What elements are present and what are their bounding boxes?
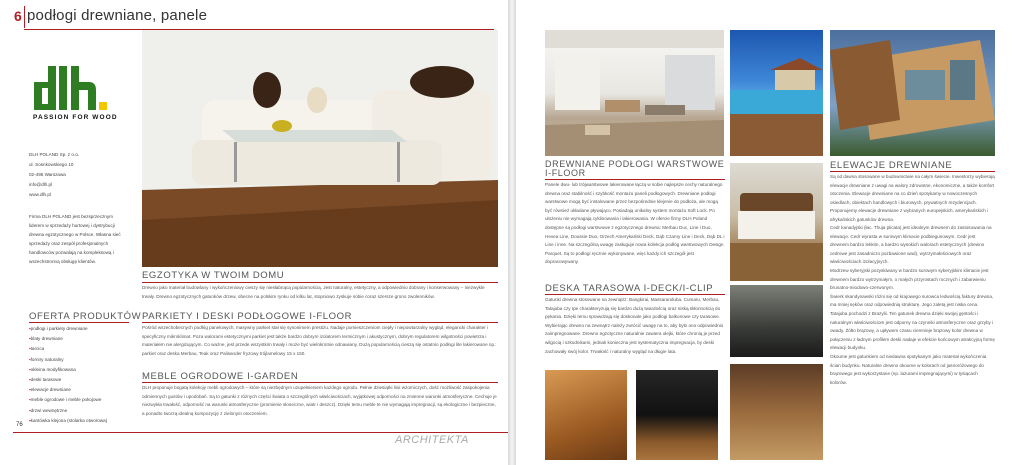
bedroom-photo bbox=[730, 163, 823, 281]
hallway-photo bbox=[545, 370, 627, 460]
list-item: ▪ drzwi wewnętrzne bbox=[29, 406, 107, 416]
section-body: Panele dwu- lub trójwarstwowe lakierowane łączą w sobie najlepsze cechy naturalnego drewna oraz stabilność i szybkość montażu paneli podłogowych. Drewniane podłogi warstwowe mogą być instalowane przez bezpośrednie klejenie do podłoża, ale mogą być również układane pływająco. Posiadają unikalny system montażu Soft Lock. Po ułożeniu nie wymagają cyklinowania i lakierowania. W ofercie firmy DLH Poland dostępne są podłogi warstwowe z egzotycznego drewna: Merbau Duc, Line i Duo, Hevea Line, Doussie Duo, Orzech Amerykański Deck, Dąb Czarny Line i Deck, Dąb DL i Line i inne. Na szczególną uwagę zasługuje nowa kolekcja podłóg warstwowych Design Parquet. Są to podłogi ręcznie wykonywane, więc każdy ich szczegół jest dopracowywany. bbox=[545, 182, 725, 265]
header-accent-line bbox=[24, 6, 25, 28]
section-rule bbox=[142, 322, 498, 323]
website-link[interactable]: www.dlh.pl bbox=[29, 192, 51, 197]
brand-mark: ARCHITEKTA bbox=[395, 434, 469, 446]
email-link[interactable]: info@dlh.pl bbox=[29, 182, 53, 187]
list-item: ▪ kantówka klejona (stolarka otworowa) bbox=[29, 416, 107, 426]
offer-list bbox=[29, 324, 107, 426]
list-item: ▪ deski tarasowe bbox=[29, 375, 107, 385]
address-line: ul. Sosnkowskiego 10 bbox=[29, 162, 74, 167]
company-address bbox=[29, 150, 79, 200]
left-page bbox=[0, 0, 508, 465]
offer-rule bbox=[29, 322, 129, 323]
section-body: Są od dawna stosowane w budownictwie na całym świecie. Inwestorzy wybierają elewacje drewniane z uwagi na walory zdrowotne, ekonomiczne, a także komfort otoczenia. Elewacje drewniane na co dzień spotykamy w nowoczesnych osiedlach, obiektach handlowych i biurowych, prywatnych rezydencjach. Proponujemy elewacje drewniane z wybranych europejskich, amerykańskich i afrykańskich gatunków drewna. bbox=[830, 174, 995, 222]
address-line: DLH POLAND Sp. z o.o. bbox=[29, 152, 80, 157]
page-number: 6 bbox=[14, 8, 22, 24]
bed-illustration bbox=[730, 163, 823, 281]
page-title: podłogi drewniane, panele bbox=[27, 7, 208, 24]
bullet-item: Okoume jest gatunkiem od niedawna spotykanym jako materiał wykończenia ścian budynku. Naturalne drewno okoume w kolorach od jasnoróżowego do brązowego jest wykorzystane (np. lazurami impregnującymi) w tysiącach kolorów. bbox=[830, 353, 987, 385]
sofa-illustration bbox=[142, 30, 498, 267]
elewacje-bullets bbox=[830, 224, 995, 387]
list-item: ▪ okleina modyfikowana bbox=[29, 365, 107, 375]
kitchen-counter-photo bbox=[636, 370, 718, 460]
bathroom-photo bbox=[730, 285, 823, 357]
folio-number: 76 bbox=[16, 422, 23, 428]
section-rule bbox=[545, 294, 725, 295]
bullet-item: Modrzew syberyjski pozyskiwany w bardzo surowym syberyjskim klimacie jest drewnem bardzo wytrzymałym, o małych przyrostach rocznych i zabarwieniu brunatno-miodowo-czerwonym. bbox=[830, 267, 989, 291]
list-item: ▪ podłogi i parkiety drewniane bbox=[29, 324, 107, 334]
section-heading: EGZOTYKA W TWOIM DOMU bbox=[142, 270, 285, 281]
wood-facade-photo bbox=[830, 30, 995, 156]
address-line: 02-495 Warszawa bbox=[29, 172, 66, 177]
section-heading: DREWNIANE PODŁOGI WARSTWOWE I-FLOOR bbox=[545, 159, 725, 178]
section-rule bbox=[545, 179, 725, 180]
list-item: ▪ forniry naturalny bbox=[29, 355, 107, 365]
section-rule bbox=[142, 282, 498, 283]
section-heading: DESKA TARASOWA I-DECK/I-CLIP bbox=[545, 283, 714, 294]
pool-terrace-photo bbox=[730, 30, 823, 156]
offer-heading: OFERTA PRODUKTÓW bbox=[29, 311, 142, 322]
section-body: Pośród wszechobecnych podłóg panelowych, masywny parkiet stał się synonimem prestiżu. Nadaje pomieszczeniom ciepły i niepowtarzalny wygląd, elegancki charakter i specyficzny mikroklimat. Poza walorami estetycznymi parkiet jest także bardzo dobrym izolatorem termicznym i akustycznym, dobrym regulatorem wilgotności powietrza i materiałem nie alergizującym. Co ważne, jest przede wszystkim trwały i może być wielokrotnie odnawiany. Dużą popularnością cieszą się ostatnio podłogi lite lakierowane np.: parkiet oraz deska Merbau, Teak oraz Palisander fryzowy trójlamelowy 15 x 150. bbox=[142, 325, 497, 356]
list-item: ▪ tarcica bbox=[29, 344, 107, 354]
section-rule bbox=[142, 382, 498, 383]
logo-tagline: PASSION FOR WOOD bbox=[33, 114, 118, 121]
right-page bbox=[516, 0, 1024, 465]
section-rule bbox=[830, 171, 995, 172]
wood-interior-photo bbox=[730, 364, 823, 460]
bullet-item: Cedr kanadyjski (łac. Thuja plicata) jest idealnym drewnem do zastosowania na elewacje. Cedr wyrasta w surowym klimacie podbiegunowym. Cedr jest drewnem bardzo lekkim, a bardzo wysokich walorach estetycznych (drewno cedrowe jest zasadniczo pozbawione wad), wytrzymałościowych oraz właściwościach izolacyjnych. bbox=[830, 225, 992, 265]
facade-illustration bbox=[830, 30, 995, 156]
footer-rule bbox=[13, 432, 508, 433]
bullet-item: Tatajuba pochodzi z Brazylii. Ten gatunek drewna dzięki swojej gęstości i naturalnym właściwościom jest odporny na czynniki atmosferyczne oraz grzyby i owady. Żółto brązowy, a upływem czasu ciemnieje brązowy kolor drewna w połączeniu z ładnym profilem deski nadaje w efekcie końcowym atrakcyjną formę elewacji budynku. bbox=[830, 310, 995, 351]
section-heading: MEBLE OGRODOWE I-GARDEN bbox=[142, 371, 299, 382]
section-body: Drewno jako materiał budowlany i wykończeniowy cieszy się niesłabnącą popularnością. Jest naturalny, estetyczny, a odpowiednio dobrany i konserwowany – niezwykle trwały. Drewno egzotycznych gatunków drzew, obecne na polskim rynku od kilku lat, stopniowo zyskuje sobie coraz szersze grono zwolenników. bbox=[142, 285, 485, 299]
office-interior-photo bbox=[545, 30, 724, 156]
section-body: DLH proponuje bogatą kolekcję mebli ogrodowych – które są niezbędnym uzupełnieniem każdego ogrodu. Pełnie dziesiątki linii wzorniczych, dość możliwość zaspokojenia odmiennych gustów i upodobań. Są to gatunki z różnych części świata o szczególnych właściwościach, wyjątkowej odporności na zmienne warunki atmosferyczne. Cechuje je niezwykła trwałość, odporność na warunki atmosferyczne (promienie słoneczne, wiatr i deszcz). Dzięki temu meble te nie wymagają impregnacji, są ekologiczne i bezpieczne, a ponadto tworzą idealną kompozycję z zielonym otoczeniem. bbox=[142, 385, 497, 416]
list-item: ▪ meble ogrodowe i meble pokojowe bbox=[29, 395, 107, 405]
dlh-logo bbox=[32, 64, 122, 112]
list-item: ▪ blaty drewniane bbox=[29, 334, 107, 344]
section-body: Gatunki drewna stosowane na zewnątrz: Bangkirai, Massaranduba, Cumaru, Merbau, Tatajuba czy Ipe charakteryzują się bardzo dużą twardością oraz niską skłonnością do pękania. Dzięki temu sprawdzają się doskonale jako podłogi balkonowe czy tarasowe. Wybierając drewno na zewnątrz należy zwrócić uwagę na to, aby było ono odpowiednio zaimpregnowane. Drewno egzotyczne naturalnie zawiera olejki, które chronią je przed wilgocią i szkodnikami, jednak konieczna jest systematyczna impregnacja, by deski zachowały swój kolor. Trwałość i naturalny wygląd na długie lata. bbox=[545, 297, 724, 354]
company-intro: Firma DLH POLAND jest bezsprzecznym liderem w sprzedaży hurtowej i dystrybucji drewna egzotycznego w Polsce. Własna sieć sprzedaży oraz zespół profesjonalnych handlowców pozwalają na kompleksową i wszechstronną obsługę klientów. bbox=[29, 214, 121, 264]
section-heading: PARKIETY I DESKI PODŁOGOWE I-FLOOR bbox=[142, 311, 353, 322]
living-room-photo bbox=[142, 30, 498, 267]
spine-gutter bbox=[508, 0, 516, 465]
section-heading: ELEWACJE DREWNIANE bbox=[830, 160, 953, 171]
pool-illustration bbox=[730, 30, 823, 156]
list-item: ▪ elewacje drewniane bbox=[29, 385, 107, 395]
office-illustration bbox=[545, 30, 724, 156]
bullet-item: Świerk skandynawski różni się od krajowego surowca ledwością faktury drewna, ma mniej sęków oraz odpowiednią strukturę. Jego zaletą jest niska cena. bbox=[830, 293, 994, 308]
